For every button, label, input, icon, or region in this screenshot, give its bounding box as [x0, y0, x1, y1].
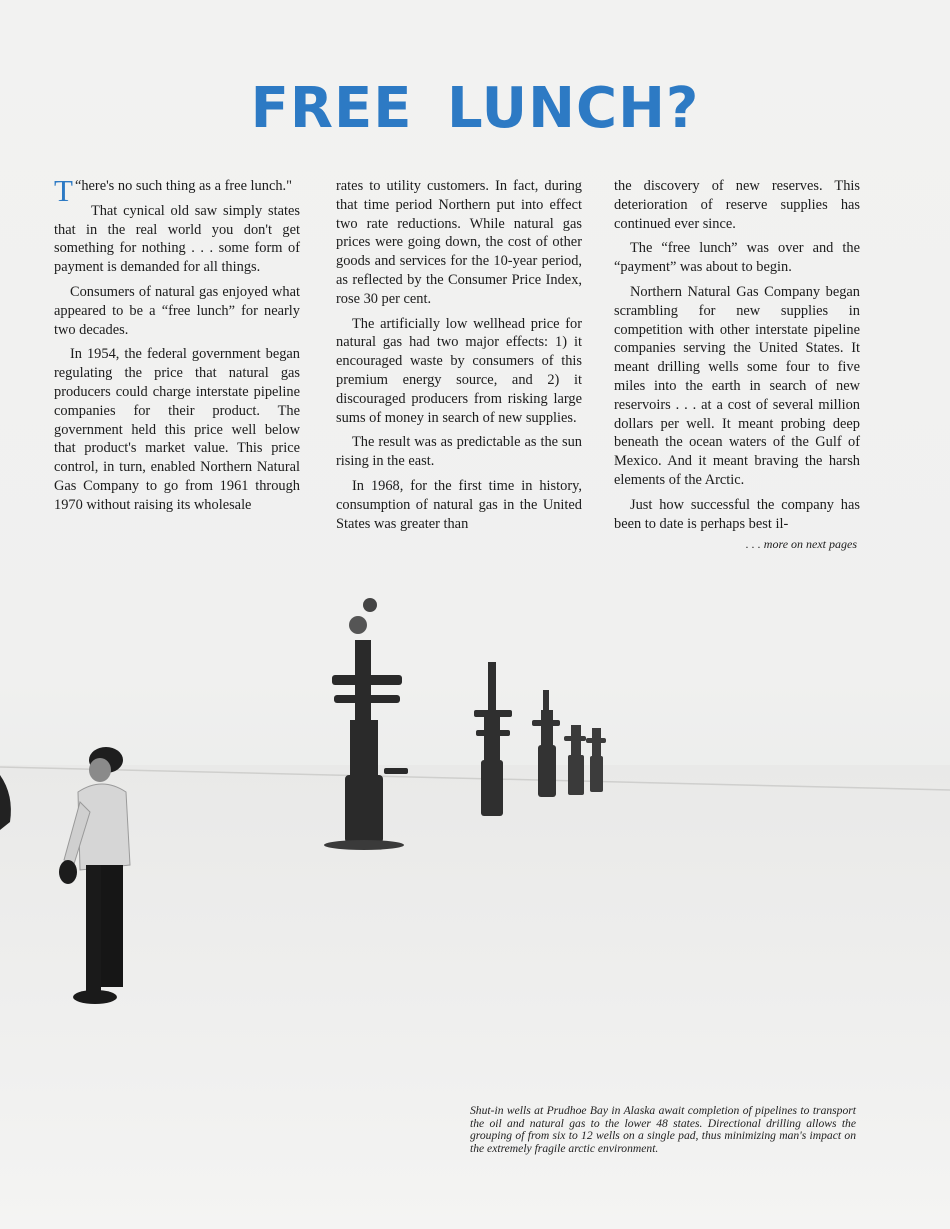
paragraph: rates to utility customers. In fact, during that time period Northern put into effect two rate reductions. While natural gas prices were going down, the cost of other goods and services for the 10-year period, as reflected by the Consumer Price Index, rose 30 per cent. [336, 178, 582, 307]
text-column-2 [336, 177, 582, 539]
paragraph: The “free lunch” was over and the “payment” was about to begin. [614, 240, 860, 276]
continued-label: . . . more on next pages [745, 537, 857, 551]
text-column-1 [54, 173, 300, 521]
paragraph [54, 173, 300, 208]
paragraph: In 1968, for the first time in history, consumption of natural gas in the United States was greater than [336, 477, 582, 532]
paragraph: In 1954, the federal government began regulating the price that natural gas producers could charge interstate pipeline companies for their product. The government held this price well below that product's market value. This price control, in turn, enabled Northern Natural Gas Company to go from 1961 through 1970 without raising its wholesale [54, 346, 300, 513]
paragraph: Just how successful the company has been to date is perhaps best il- [614, 496, 860, 532]
photo-caption: Shut-in wells at Prudhoe Bay in Alaska await completion of pipelines to transport the oil and natural gas to the lower 48 states. Directional drilling allows the grouping of from six to 12 wells on a single pad, thus minimizing man's impact on the extremely fragile arctic environment. [470, 1104, 856, 1155]
paragraph: The result was as predictable as the sun rising in the east. [336, 434, 582, 470]
opening-quote: “ [74, 178, 82, 194]
drop-cap: T [54, 173, 73, 208]
article-title: FREE LUNCH? [250, 76, 700, 141]
snow-field [0, 765, 950, 1229]
paragraph: The artificially low wellhead price for natural gas had two major effects: 1) it encouraged waste by consumers of this premium energy source, and 2) it discouraged producers from risking large sums of money in search of new supplies. [336, 315, 582, 426]
paragraph-text: here's no such thing as a free lunch." [81, 178, 292, 194]
text-column-3 [614, 177, 860, 539]
paragraph: the discovery of new reserves. This deterioration of reserve supplies has continued ever since. [614, 178, 860, 232]
paragraph: Northern Natural Gas Company began scrambling for new supplies in competition with other interstate pipeline companies serving the United States. It meant drilling wells some four to five miles into the earth in search of new reservoirs . . . at a cost of several million dollars per well. It meant probing deep beneath the ocean waters of the Gulf of Mexico. And it meant braving the harsh elements of the Arctic. [614, 283, 860, 488]
paragraph: Consumers of natural gas enjoyed what appeared to be a “free lunch” for nearly two decades. [54, 283, 300, 338]
paragraph: That cynical old saw simply states that in the real world you don't get something for nothing . . . some form of payment is demanded for all things. [54, 202, 300, 276]
